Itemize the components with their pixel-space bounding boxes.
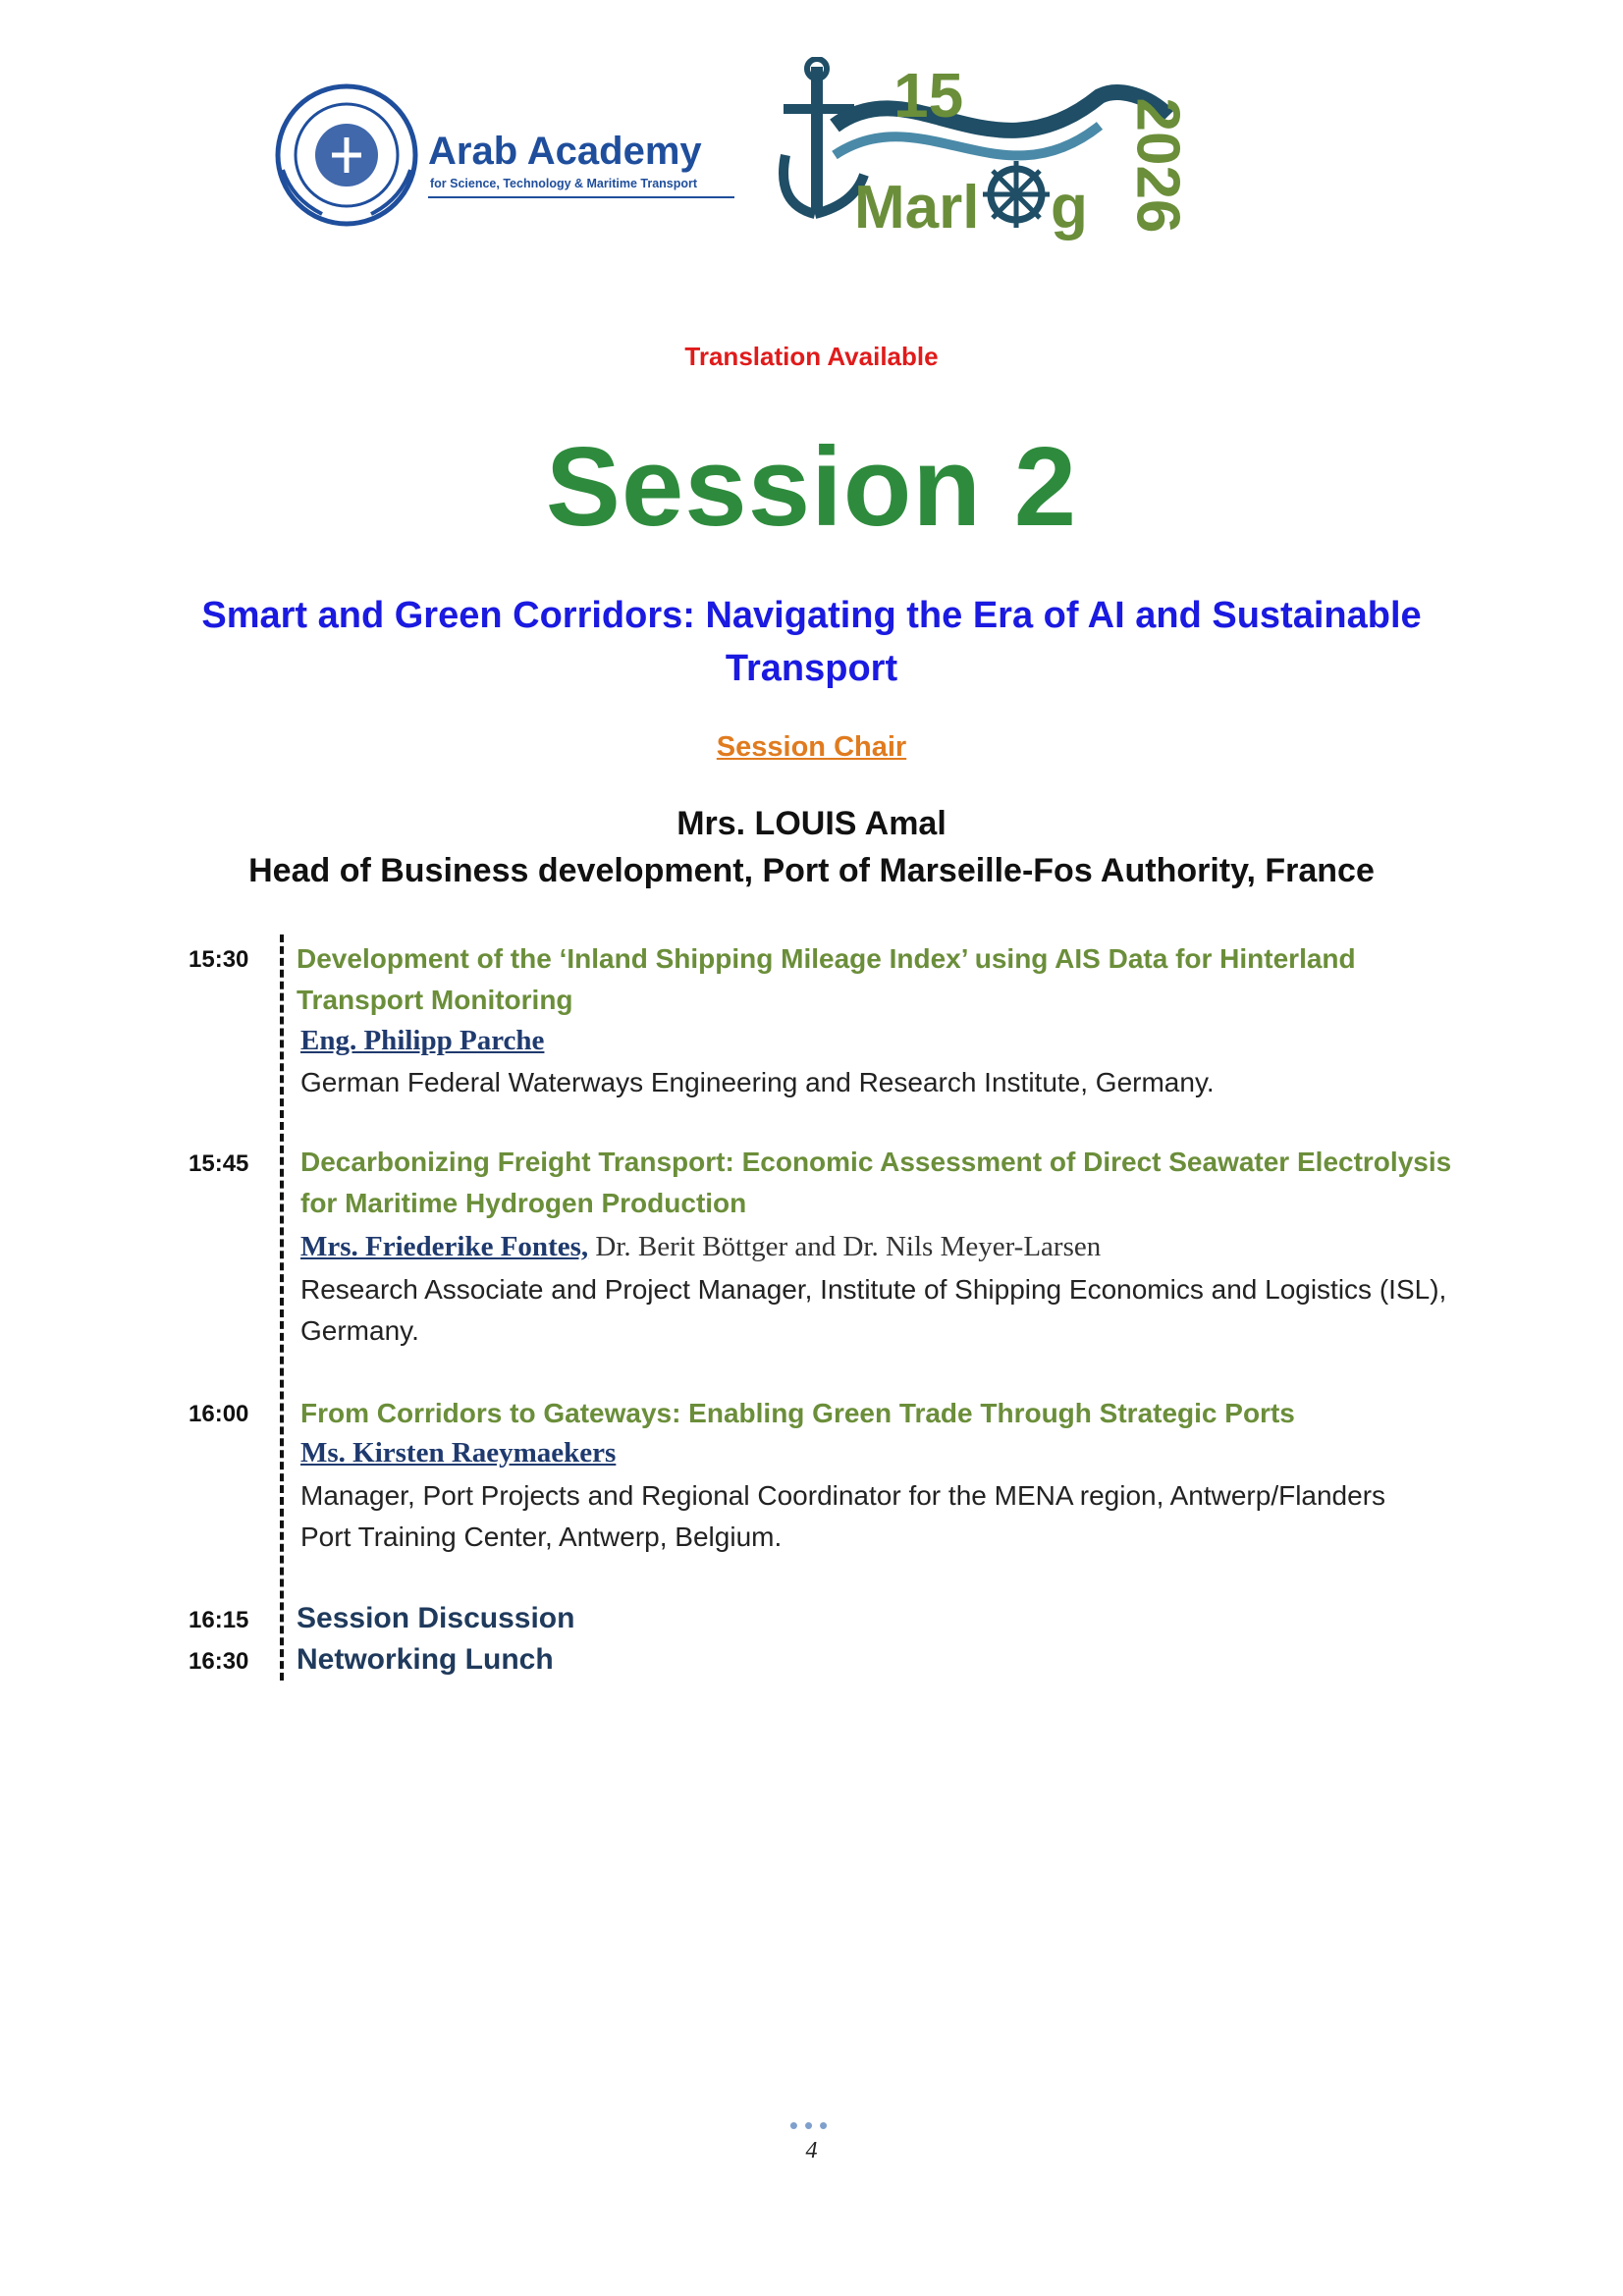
talk-title: Development of the ‘Inland Shipping Mileage Index’ using AIS Data for Hinterland Transport Monitoring: [297, 943, 1356, 1015]
talk-time: 15:30: [189, 946, 249, 973]
speaker-name: Mrs. Friederike Fontes,: [300, 1231, 589, 1262]
talk-affiliation: German Federal Waterways Engineering and Research Institute, Germany.: [300, 1067, 1215, 1097]
chair-role: Head of Business development, Port of Marseille-Fos Authority, France: [248, 852, 1375, 889]
marlog-logo: [776, 57, 1192, 253]
marlog-name-left: Marl: [854, 174, 980, 241]
talk-time: 15:45: [189, 1150, 249, 1177]
session-subtitle: Smart and Green Corridors: Navigating the Era of AI and Sustainable Transport: [201, 595, 1422, 689]
talk-time: 16:00: [189, 1401, 249, 1427]
chair-name: Mrs. LOUIS Amal: [676, 805, 947, 842]
translation-notice: Translation Available: [684, 342, 939, 371]
talk-speaker: [300, 1025, 544, 1057]
speaker-coauthors: Dr. Berit Böttger and Dr. Nils Meyer-Larsen: [588, 1231, 1102, 1262]
marlog-year: 2026: [1123, 97, 1192, 234]
closing-time: 16:30: [189, 1648, 249, 1675]
closing-time: 16:15: [189, 1607, 249, 1633]
talk-title: From Corridors to Gateways: Enabling Green Trade Through Strategic Ports: [300, 1398, 1295, 1428]
session-title: Session 2: [545, 425, 1078, 550]
academy-rule: [428, 196, 734, 198]
session-chair-label: Session Chair: [716, 731, 907, 763]
page-dots: •••: [788, 2110, 835, 2140]
timeline-divider: [280, 934, 284, 1681]
academy-subtitle: for Science, Technology & Maritime Transport: [430, 177, 698, 190]
talk-affiliation: Manager, Port Projects and Regional Coordinator for the MENA region, Antwerp/Flanders Port Training Center, Antwerp, Belgium.: [300, 1480, 1386, 1552]
page-number: 4: [805, 2138, 818, 2163]
academy-name: Arab Academy: [428, 130, 702, 173]
marlog-number: 15: [893, 60, 964, 131]
closing-label: Session Discussion: [297, 1602, 575, 1634]
speaker-name: Eng. Philipp Parche: [300, 1025, 545, 1056]
talk-speaker: [300, 1437, 616, 1469]
talk-title: Decarbonizing Freight Transport: Economic Assessment of Direct Seawater Electrolysis for Maritime Hydrogen Production: [300, 1147, 1452, 1218]
arab-academy-emblem: [263, 77, 430, 234]
closing-label: Networking Lunch: [297, 1643, 554, 1676]
speaker-name: Ms. Kirsten Raeymaekers: [300, 1437, 617, 1468]
marlog-name-right: g: [1051, 174, 1088, 241]
talk-speaker: [300, 1231, 1101, 1263]
talk-affiliation: Research Associate and Project Manager, Institute of Shipping Economics and Logistics (ISL), Germany.: [300, 1274, 1447, 1346]
